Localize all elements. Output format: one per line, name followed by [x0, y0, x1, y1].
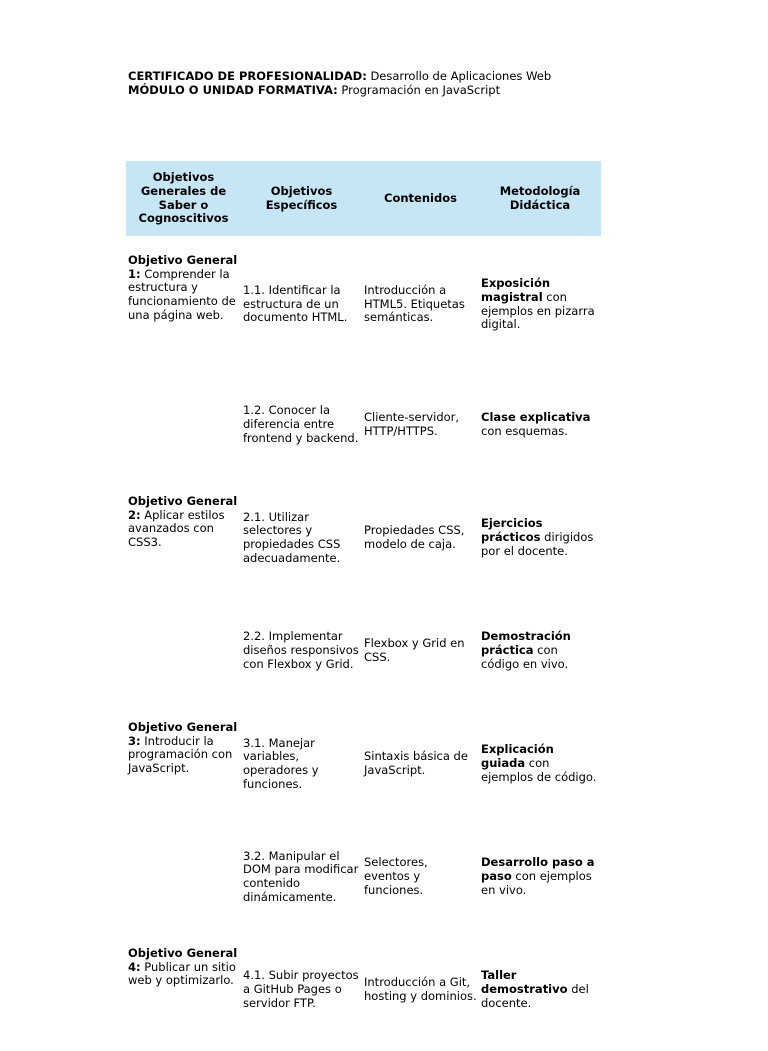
content-cell: Sintaxis básica de JavaScript.	[364, 749, 468, 777]
methodology-title: Exposición magistral	[481, 276, 551, 304]
methodology-title: Clase explicativa	[481, 410, 591, 425]
general-objective-cell	[126, 599, 241, 703]
table-row	[126, 477, 601, 599]
methodology-text: con esquemas.	[481, 424, 568, 438]
specific-objective-cell: 2.1. Utilizar selectores y propiedades CSS adecuadamente.	[243, 509, 341, 565]
content-cell: Introducción a Git, hosting y dominios.	[364, 975, 477, 1003]
table-row	[126, 703, 601, 825]
table-row	[126, 373, 601, 477]
modulo-value: Programación en JavaScript	[341, 82, 501, 97]
general-objective-text: Aplicar estilos avanzados con CSS3.	[128, 507, 225, 550]
specific-objective-cell: 3.2. Manipular el DOM para modificar contenido dinámicamente.	[243, 848, 359, 904]
general-objective-cell	[126, 477, 241, 599]
objectives-table	[126, 161, 601, 1051]
methodology-text: del docente.	[481, 982, 589, 1010]
general-objective-cell	[126, 703, 241, 825]
specific-objective-cell: 1.2. Conocer la diferencia entre frontend y backend.	[243, 403, 359, 445]
column-header-generales: Objetivos Generales de Saber o Cognoscitivos	[126, 161, 241, 236]
methodology-cell	[479, 929, 601, 1051]
general-objective-text: Publicar un sitio web y optimizarlo.	[128, 959, 236, 988]
column-header-contenidos: Contenidos	[362, 161, 479, 236]
general-objective-text: Introducir la programación con JavaScript.	[128, 733, 233, 776]
table-row	[126, 825, 601, 929]
methodology-text: dirigidos por el docente.	[481, 530, 594, 558]
general-objective-cell	[126, 825, 241, 929]
certificado-line	[128, 70, 648, 84]
general-objective-cell	[126, 236, 241, 373]
general-objective-cell	[126, 373, 241, 477]
methodology-cell	[479, 703, 601, 825]
specific-objective-cell: 2.2. Implementar diseños responsivos con Flexbox y Grid.	[243, 629, 359, 671]
content-cell: Flexbox y Grid en CSS.	[364, 636, 465, 664]
modulo-label: MÓDULO O UNIDAD FORMATIVA:	[128, 82, 338, 97]
methodology-text: con código en vivo.	[481, 643, 569, 671]
methodology-cell	[479, 825, 601, 929]
general-objective-title: Objetivo General 3:	[128, 720, 238, 748]
table-header-row	[126, 161, 601, 236]
methodology-cell	[479, 236, 601, 373]
column-header-especificos: Objetivos Específicos	[241, 161, 362, 236]
methodology-title: Demostración práctica	[481, 629, 571, 658]
methodology-text: con ejemplos en pizarra digital.	[481, 289, 595, 332]
methodology-title: Desarrollo paso a paso	[481, 855, 595, 884]
content-cell: Selectores, eventos y funciones.	[364, 855, 428, 897]
modulo-line	[128, 84, 648, 98]
certificado-value: Desarrollo de Aplicaciones Web	[370, 69, 552, 83]
general-objective-cell	[126, 929, 241, 1051]
certificado-label: CERTIFICADO DE PROFESIONALIDAD:	[128, 69, 367, 83]
methodology-title: Explicación guiada	[481, 742, 554, 771]
general-objective-title: Objetivo General 1:	[128, 253, 238, 281]
methodology-title: Taller demostrativo	[481, 968, 568, 997]
methodology-cell	[479, 599, 601, 703]
specific-objective-cell: 3.1. Manejar variables, operadores y funciones.	[243, 735, 319, 791]
methodology-text: con ejemplos de código.	[481, 756, 597, 784]
specific-objective-cell: 1.1. Identificar la estructura de un documento HTML.	[243, 282, 348, 325]
content-cell: Cliente-servidor, HTTP/HTTPS.	[364, 410, 460, 438]
general-objective-title: Objetivo General 2:	[128, 494, 238, 522]
general-objective-title: Objetivo General 4:	[128, 946, 238, 974]
specific-objective-cell: 4.1. Subir proyectos a GitHub Pages o servidor FTP.	[243, 968, 359, 1010]
document-header	[128, 70, 648, 97]
general-objective-text: Comprender la estructura y funcionamiento de una página web.	[128, 266, 236, 322]
content-cell: Introducción a HTML5. Etiquetas semánticas.	[364, 282, 465, 325]
column-header-metodologia: Metodología Didáctica	[479, 161, 601, 236]
methodology-cell	[479, 373, 601, 477]
table-row	[126, 236, 601, 373]
table-row	[126, 599, 601, 703]
table-row	[126, 929, 601, 1051]
methodology-title: Ejercicios prácticos	[481, 516, 543, 545]
methodology-text: con ejemplos en vivo.	[481, 869, 592, 897]
content-cell: Propiedades CSS, modelo de caja.	[364, 523, 465, 551]
methodology-cell	[479, 477, 601, 599]
